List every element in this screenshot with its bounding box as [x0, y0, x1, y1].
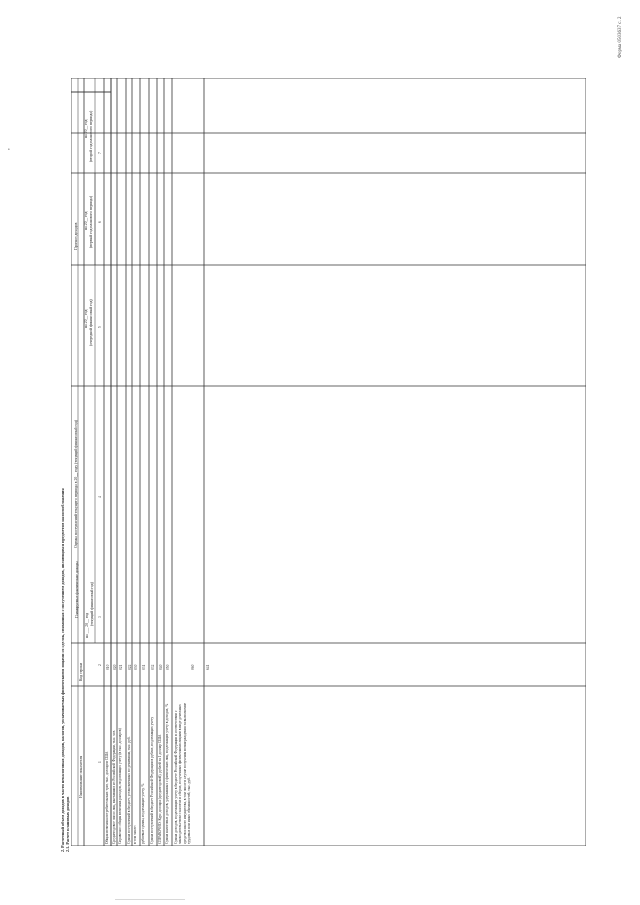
form-label: Форма 0503637 с. 2	[618, 16, 623, 58]
column-number-7: 7	[98, 152, 102, 154]
row-label: СПРАВОЧНО: Курс доллара (среднегодовой), рублей за 1 доллар США	[158, 734, 162, 844]
row-label: Общая величина потребительских трат, тыс. долларов США	[105, 751, 109, 844]
row-code: 060	[191, 664, 195, 670]
margin-mark: •	[8, 148, 10, 153]
header-forecast-1-sub: (очередной финансовый год)	[89, 299, 93, 346]
header-plan-sub: (текущий финансовый год)	[90, 582, 94, 626]
header-forecast-1-prefix: на 20__ год	[84, 309, 88, 328]
column-number-5: 5	[98, 326, 102, 328]
row-code: 022	[128, 664, 132, 670]
header-forecast-2-prefix: на 20__ год	[84, 211, 88, 230]
scan-artifact-line	[115, 899, 185, 900]
row-label: Сумма поступлений в бюджет, установленных по решениям, тыс. руб.	[127, 736, 131, 844]
column-number-1: 1	[98, 761, 102, 763]
subsection-title: 2.1. Расчет плановых доходов	[65, 796, 70, 852]
row-label: Сумма поступлений в бюджет Российской Федерации в рублях, подлежащих учету	[150, 716, 154, 844]
row-label: Среднегодовое число лиц, выехавших из Российской Федерации, тыс. чел.	[112, 729, 116, 844]
row-label: рублевые суммы, подлежащие учету, %	[141, 783, 145, 844]
row-label: Справочно: общая величина расходов, подлежащих учету (в тыс. долларов)	[118, 728, 122, 844]
row-code: 040	[159, 664, 163, 670]
table-grid	[71, 78, 586, 846]
row-code: 031	[142, 664, 146, 670]
header-forecast-3-sub: (второй год планового периода)	[89, 110, 93, 162]
row-code-extra: 641	[206, 664, 210, 670]
header-estimate: Оценка поступлений текущего периода в 20__ году (текущий финансовый год)	[74, 420, 78, 548]
row-label: Сумма налоговых доходов, удержанных с физических лиц, подлежащих учету в доходах, %	[165, 703, 169, 844]
column-number-6: 6	[98, 221, 102, 223]
header-forecast-group: Прогноз доходов	[74, 222, 78, 250]
data-table	[71, 78, 586, 846]
column-number-2: 2	[98, 664, 102, 666]
row-label: в том числе:	[133, 825, 137, 844]
header-plan-prefix: на ___ 20__ год	[85, 612, 89, 638]
section-title: 2. Расчетный объем доходов в части неналоговых доходов, налогов, уплачиваемых физическими лицами со сделок, связанных с получением доходов, являющихся предметом налогообложения	[60, 488, 65, 852]
column-number-4: 4	[98, 496, 102, 498]
column-number-3: 3	[98, 616, 102, 618]
header-indicator: Наименование показателя	[79, 755, 83, 798]
row-code: 032	[151, 664, 155, 670]
row-label: Сумма доходов, подлежащих учету в бюджете Российской Федерации в соответствии с законодательством о налогах и сборах, полученных физическими лицами в виде денежных средств и иного имущества, в том числе в случае получения вознаграждения за выполнение трудовых или иных обязанностей, тыс. руб.	[174, 702, 191, 844]
header-forecast-3-prefix: на 20__ год	[84, 119, 88, 138]
row-code: 021	[119, 664, 123, 670]
row-code: 030	[134, 664, 138, 670]
row-code: 050	[166, 664, 170, 670]
row-code: 020	[113, 664, 117, 670]
header-plan-group: Планируемые фактические доходы	[75, 561, 79, 618]
row-code: 010	[106, 664, 110, 670]
header-forecast-2-sub: (первый год планового периода)	[89, 195, 93, 248]
header-row-code: Код строки	[79, 662, 83, 681]
